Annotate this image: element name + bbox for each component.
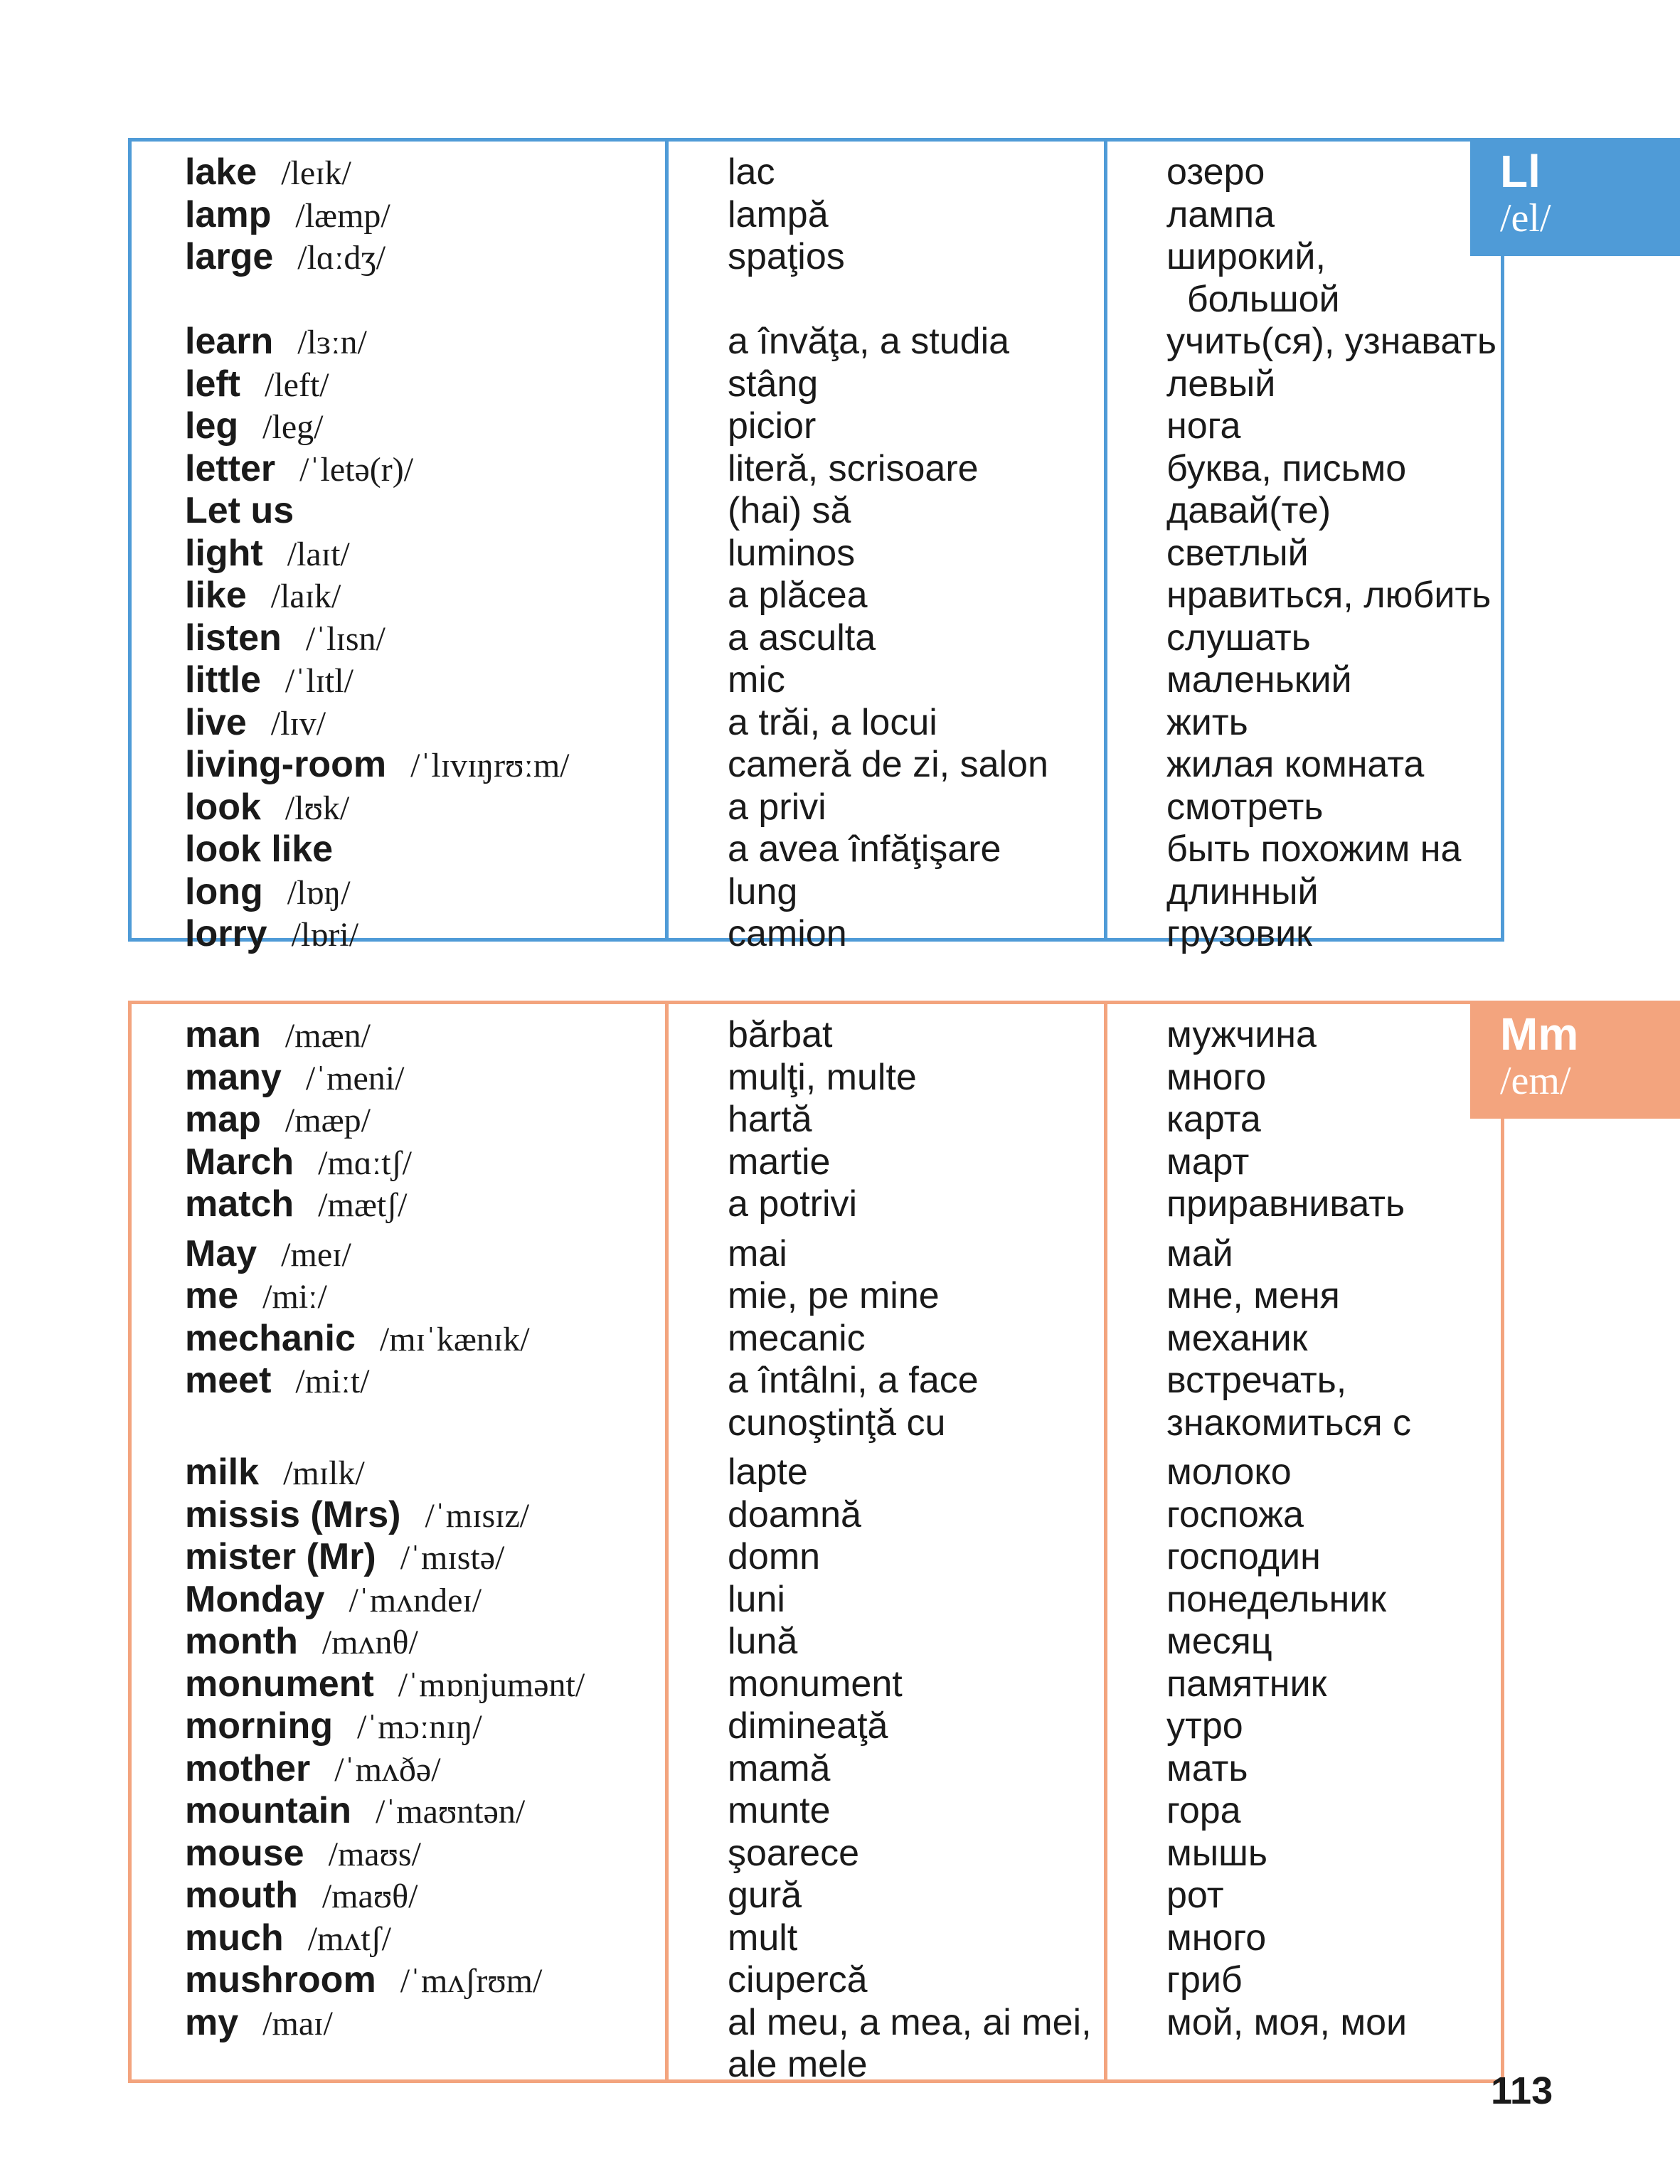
entry-row [185,1917,391,1960]
headword: lorry [185,913,267,954]
romanian-translation: a plăcea [728,575,868,616]
headword: mouse [185,1832,304,1874]
column-divider [1104,142,1107,938]
phonetic-transcription: /lʊk/ [285,789,350,827]
entry-row [185,829,333,870]
entry-row [185,2002,333,2045]
entry-row [185,321,367,363]
romanian-translation: ciupercă [728,1959,868,2001]
phonetic-transcription: /lɜːn/ [297,324,367,361]
headword: May [185,1232,257,1274]
russian-translation: механик [1166,1317,1308,1359]
entry-row [185,1183,408,1226]
russian-translation: быть похожим на [1166,829,1462,870]
romanian-translation: dimineaţă [728,1705,888,1747]
entry-row [185,1959,542,2002]
phonetic-transcription: /ˈmʌʃrʊm/ [400,1962,543,2000]
entry-row [185,1748,441,1791]
headword: man [185,1014,261,1055]
russian-translation: лампа [1166,193,1275,235]
romanian-translation: lampă [728,193,829,235]
russian-translation: мне, меня [1166,1275,1340,1316]
headword: mechanic [185,1317,356,1359]
russian-translation: март [1166,1141,1250,1183]
headword: learn [185,321,274,362]
russian-translation: много [1166,1917,1267,1959]
phonetic-transcription: /ˈmɔːnɪŋ/ [356,1708,482,1746]
phonetic-transcription: /mɑːtʃ/ [318,1144,412,1182]
column-divider [665,142,669,938]
headword: monument [185,1663,374,1705]
romanian-translation: literă, scrisoare [728,447,979,489]
entry-row [185,151,351,194]
romanian-translation: mecanic [728,1317,866,1359]
phonetic-transcription: /laɪk/ [270,577,341,615]
headword: mushroom [185,1959,376,2001]
entry-row [185,236,386,279]
entry-row [185,1663,585,1706]
entry-row [185,1579,482,1621]
entry-row [185,1057,404,1099]
russian-translation: жилая комната [1166,744,1425,785]
romanian-translation: cameră de zi, salon [728,744,1048,785]
romanian-translation: a trăi, a locui [728,701,937,743]
entry-row [185,1360,369,1402]
russian-translation: встречать, [1166,1360,1347,1401]
russian-translation: госпожа [1166,1493,1304,1535]
romanian-translation: lapte [728,1451,808,1493]
tab-letter: Ll [1500,146,1541,197]
phonetic-transcription: /left/ [265,366,329,404]
entry-row [185,1141,412,1184]
russian-translation: карта [1166,1099,1261,1140]
romanian-translation: lung [728,870,798,912]
phonetic-transcription: /mʌnθ/ [321,1624,418,1661]
romanian-translation: lac [728,151,775,193]
russian-translation: левый [1166,363,1276,405]
russian-translation: приравнивать [1166,1183,1405,1225]
headword: match [185,1183,294,1225]
phonetic-transcription: /ˈletə(r)/ [299,450,414,489]
russian-translation: светлый [1166,532,1309,574]
romanian-translation: mult [728,1917,798,1959]
romanian-translation: şoarece [728,1832,859,1874]
phonetic-transcription: /miːt/ [295,1363,370,1400]
headword: March [185,1141,294,1183]
romanian-translation: domn [728,1536,821,1577]
headword: missis (Mrs) [185,1493,401,1535]
romanian-translation: martie [728,1141,831,1183]
russian-translation: мать [1166,1747,1248,1789]
headword: listen [185,617,282,659]
romanian-translation: bărbat [728,1014,833,1055]
romanian-translation: munte [728,1790,831,1831]
russian-translation: май [1166,1232,1233,1274]
headword: like [185,575,247,616]
entry-row [185,1621,418,1663]
entry-row [185,533,350,575]
romanian-translation: a avea înfăţişare [728,829,1001,870]
entry-row [185,787,349,829]
russian-translation: нравиться, любить [1166,575,1492,616]
phonetic-transcription: /ˈlɪsn/ [305,619,386,658]
romanian-translation: a învăţa, a studia [728,321,1010,362]
romanian-translation: lună [728,1621,798,1662]
headword: milk [185,1451,260,1493]
phonetic-transcription: /ˈlɪtl/ [285,662,353,700]
phonetic-transcription: /mɪlk/ [283,1454,365,1492]
headword: much [185,1917,284,1959]
romanian-translation: spaţios [728,236,845,277]
phonetic-transcription: /ˈmaʊntən/ [375,1793,526,1831]
headword: long [185,870,263,912]
column-divider [1104,1004,1107,2079]
entry-row [185,1099,371,1141]
entry-row [185,913,358,956]
entry-row [185,575,341,617]
headword: mountain [185,1790,351,1831]
headword: look [185,786,261,828]
romanian-translation: camion [728,913,847,954]
romanian-translation: mie, pe mine [728,1275,940,1316]
entry-row [185,1494,529,1537]
romanian-translation: monument [728,1663,903,1705]
phonetic-transcription: /laɪt/ [287,535,350,573]
russian-translation: памятник [1166,1663,1327,1705]
headword: little [185,659,261,701]
headword: light [185,532,263,574]
romanian-translation: stâng [728,363,819,405]
headword: many [185,1056,282,1098]
phonetic-transcription: /mætʃ/ [318,1186,408,1224]
headword: my [185,2001,239,2043]
phonetic-transcription: /ˈmɪsɪz/ [425,1496,530,1535]
phonetic-transcription: /maɪ/ [262,2004,333,2042]
entry-row [185,1014,371,1057]
entry-row [185,871,351,914]
romanian-translation: picior [728,405,817,447]
headword: morning [185,1705,333,1747]
headword: letter [185,447,276,489]
phonetic-transcription: /maʊθ/ [321,1877,418,1915]
headword: mother [185,1747,311,1789]
romanian-translation: doamnă [728,1493,861,1535]
entry-row [185,702,326,745]
phonetic-transcription: /ˈmɒnjumənt/ [398,1666,585,1704]
russian-translation: смотреть [1166,786,1324,828]
page-number: 113 [1491,2070,1553,2112]
phonetic-transcription: /ˈmeni/ [305,1059,405,1097]
tab-sound: /em/ [1500,1059,1571,1103]
russian-translation: слушать [1166,617,1311,659]
phonetic-transcription: /ˈmʌðə/ [334,1750,441,1789]
phonetic-transcription: /mæn/ [285,1017,371,1055]
headword: live [185,701,247,743]
headword: mister (Mr) [185,1536,376,1577]
romanian-translation: mai [728,1232,787,1274]
romanian-translation: a privi [728,786,826,828]
section-m-words [128,1001,1504,2083]
romanian-translation: cunoştinţă cu [728,1402,946,1444]
headword: meet [185,1360,272,1401]
phonetic-transcription: /ˈmʌndeɪ/ [349,1581,482,1619]
headword: month [185,1621,298,1662]
russian-translation: маленький [1166,659,1352,701]
phonetic-transcription: /læmp/ [295,196,390,235]
headword: look like [185,829,334,870]
phonetic-transcription: /ˈmɪstə/ [400,1539,505,1577]
entry-row [185,659,353,702]
russian-translation: понедельник [1166,1578,1387,1620]
romanian-translation: a potrivi [728,1183,858,1225]
phonetic-transcription: /lɒri/ [291,916,359,954]
entry-row [185,1790,525,1833]
headword: leg [185,405,239,447]
entry-row [185,1875,418,1917]
phonetic-transcription: /leg/ [262,408,324,446]
phonetic-transcription: /maʊs/ [328,1835,421,1873]
romanian-translation: luni [728,1578,785,1620]
tab-letter: Mm [1500,1008,1579,1060]
headword: living-room [185,744,387,785]
romanian-translation: gură [728,1875,802,1916]
headword: lake [185,151,257,193]
entry-row [185,1318,530,1360]
entry-row [185,1833,421,1875]
russian-translation: мышь [1166,1832,1267,1874]
russian-translation: господин [1166,1536,1321,1577]
letter-tab-l [1470,138,1680,256]
phonetic-transcription: /lɪv/ [270,704,326,742]
russian-translation: много [1166,1056,1267,1098]
letter-tab-m [1470,1001,1680,1119]
entry-row [185,363,329,406]
phonetic-transcription: /mʌtʃ/ [307,1919,392,1958]
phonetic-transcription: /mɪˈkænɪk/ [379,1320,530,1358]
russian-translation: мой, моя, мои [1166,2001,1408,2043]
phonetic-transcription: /lɑːdʒ/ [297,239,386,277]
phonetic-transcription: /meɪ/ [281,1235,351,1274]
entry-row [185,1705,482,1748]
phonetic-transcription: /leɪk/ [281,154,351,192]
phonetic-transcription: /lɒŋ/ [287,873,351,912]
headword: mouth [185,1875,298,1916]
russian-translation: утро [1166,1705,1243,1747]
russian-translation: грузовик [1166,913,1312,954]
russian-translation: гора [1166,1790,1241,1831]
romanian-translation: luminos [728,532,856,574]
russian-translation: мужчина [1166,1014,1317,1055]
romanian-translation: mamă [728,1747,831,1789]
phonetic-transcription: /miː/ [262,1278,327,1316]
russian-translation: длинный [1166,870,1319,912]
phonetic-transcription: /ˈlɪvɪŋrʊːm/ [410,747,570,784]
section-l-words [128,138,1504,954]
romanian-translation: a întâlni, a face [728,1360,979,1401]
headword: me [185,1275,239,1316]
entry-row [185,617,386,660]
tab-sound: /el/ [1500,196,1551,240]
romanian-translation: hartă [728,1099,812,1140]
column-divider [665,1004,669,2079]
russian-translation: рот [1166,1875,1224,1916]
headword: left [185,363,240,405]
russian-translation: месяц [1166,1621,1272,1662]
romanian-translation: mic [728,659,785,701]
russian-translation: озеро [1166,151,1265,193]
russian-translation: учить(ся), узнавать [1166,321,1496,362]
phonetic-transcription: /mæp/ [285,1102,371,1139]
headword: Monday [185,1578,325,1620]
russian-translation: молоко [1166,1451,1292,1493]
russian-translation: буква, письмо [1166,447,1407,489]
romanian-translation: (hai) să [728,490,851,531]
russian-translation: широкий, [1166,236,1326,277]
romanian-translation: al meu, a mea, ai mei, [728,2001,1092,2043]
entry-row [185,744,570,787]
romanian-translation: mulţi, multe [728,1056,917,1098]
headword: lamp [185,193,272,235]
entry-row [185,194,390,237]
romanian-translation: ale mele [728,2044,868,2085]
headword: Let us [185,490,294,531]
russian-translation: большой [1166,278,1340,320]
entry-row [185,1275,327,1318]
headword: map [185,1099,261,1140]
russian-translation: гриб [1166,1959,1243,2001]
russian-translation: знакомиться с [1166,1402,1412,1444]
headword: large [185,236,274,277]
entry-row [185,1451,365,1494]
entry-row [185,405,323,448]
russian-translation: давай(те) [1166,490,1331,531]
entry-row [185,1536,504,1579]
russian-translation: нога [1166,405,1241,447]
entry-row [185,448,413,491]
romanian-translation: a asculta [728,617,876,659]
entry-row [185,1233,351,1276]
russian-translation: жить [1166,701,1248,743]
entry-row [185,490,294,531]
